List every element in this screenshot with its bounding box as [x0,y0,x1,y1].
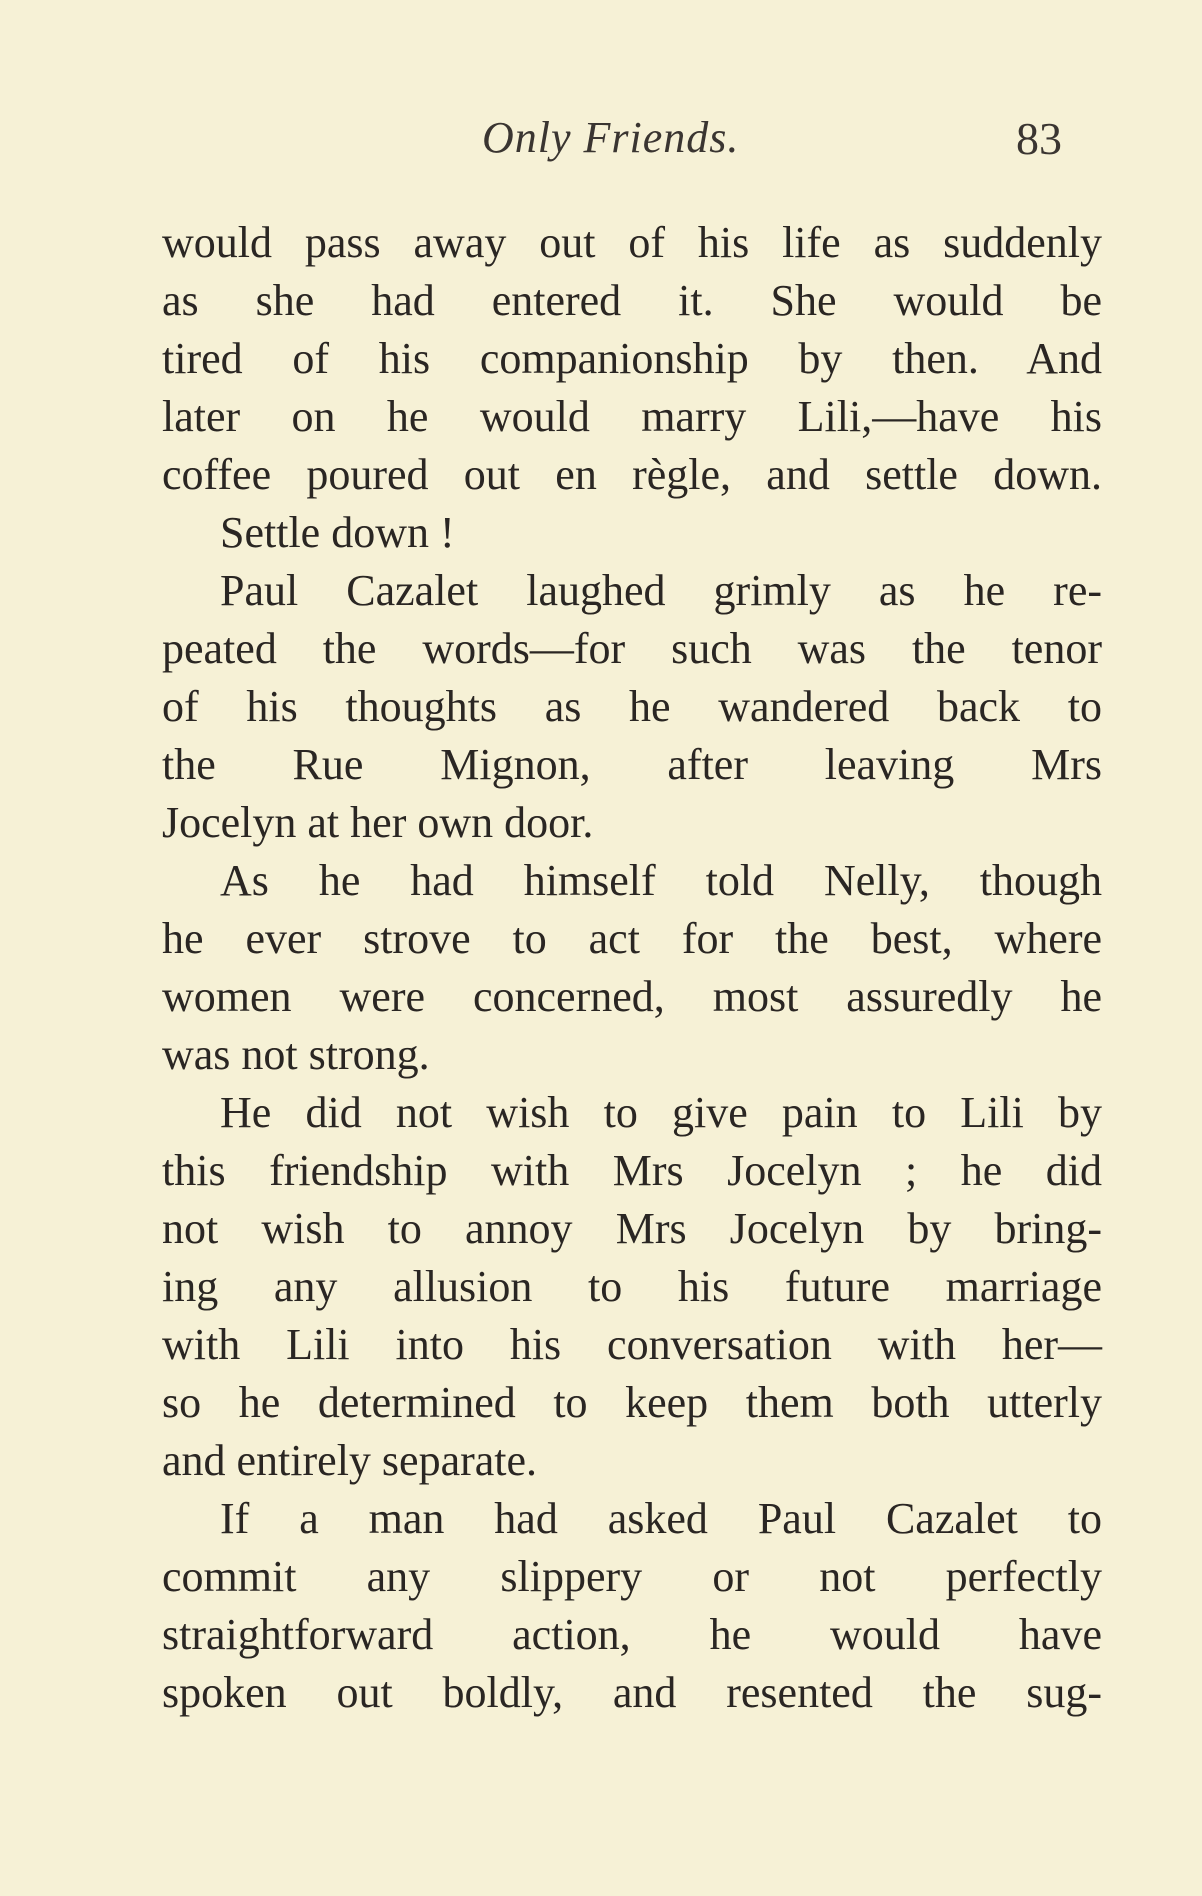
text-line: so he determined to keep them both utterly [162,1378,1102,1427]
text-line: As he had himself told Nelly, though [220,856,1102,905]
text-line: with Lili into his conversation with her— [162,1320,1102,1369]
text-line: ing any allusion to his future marriage [162,1262,1102,1311]
text-line: not wish to annoy Mrs Jocelyn by bring- [162,1204,1102,1253]
text-line: would pass away out of his life as suddenly [162,218,1102,267]
text-line: as she had entered it. She would be [162,276,1102,325]
text-line: He did not wish to give pain to Lili by [220,1088,1102,1137]
text-line: women were concerned, most assuredly he [162,972,1102,1021]
text-line: commit any slippery or not perfectly [162,1552,1102,1601]
page-number: 83 [1016,113,1062,164]
text-line: this friendship with Mrs Jocelyn ; he did [162,1146,1102,1195]
text-line: he ever strove to act for the best, where [162,914,1102,963]
text-line: straightforward action, he would have [162,1610,1102,1659]
text-line: of his thoughts as he wandered back to [162,682,1102,731]
text-line: later on he would marry Lili,—have his [162,392,1102,441]
text-line: Paul Cazalet laughed grimly as he re- [220,566,1102,615]
text-line: tired of his companionship by then. And [162,334,1102,383]
text-line: spoken out boldly, and resented the sug- [162,1668,1102,1717]
body-text [162,214,1102,1722]
text-line: Jocelyn at her own door. [162,798,594,847]
text-line: If a man had asked Paul Cazalet to [220,1494,1102,1543]
text-line: Settle down ! [220,508,455,557]
text-line: coffee poured out en règle, and settle down. [162,450,1102,499]
running-title: Only Friends. [482,113,740,162]
text-line: peated the words—for such was the tenor [162,624,1102,673]
text-line: the Rue Mignon, after leaving Mrs [162,740,1102,789]
page-header [0,100,1202,170]
text-line: and entirely separate. [162,1436,538,1485]
text-line: was not strong. [162,1030,430,1079]
